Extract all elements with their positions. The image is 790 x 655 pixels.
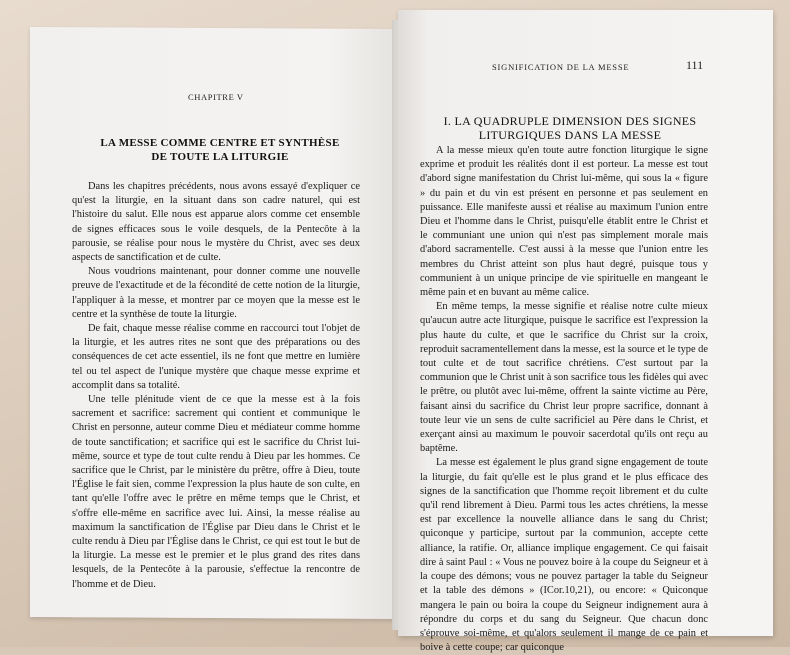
section-title-line1: I. LA QUADRUPLE DIMENSION DES SIGNES bbox=[443, 114, 697, 128]
paragraph: Nous voudrions maintenant, pour donner comme une nouvelle preuve de l'exactitude et de la fécondité de cette notion de la liturgie, l'appliquer à la messe, et montrer par ce moyen que la messe est le centre et la synthèse de toute la liturgie. bbox=[72, 266, 360, 320]
paragraph: La messe est également le plus grand signe engagement de toute la liturgie, du fait qu'elle est le plus grand et le plus efficace des signes de la sanctification que l'homme reçoit librement et du culte qu'il rend librement à Dieu. Parmi tous les actes chrétiens, la messe est par excellence la nouvelle alliance dans le sang du Christ; quiconque y participe, surtout par la communion, accepte cette alliance, la ratifie. Or, alliance implique engagement. Ce qui faisait dire à saint Paul : « Vous ne pouvez boire à la coupe du Seigneur et à la coupe des démons; vous ne pouvez partager la table du Seigneur et la table des démons » (ICor.10,21), ou encore: « Quiconque mangera le pain ou boira la coupe du Seigneur indignement aura à répondre du corps et du sang du Seigneur. Que chacun donc s'éprouve soi-même, et qu'alors seulement il mange de ce pain et boive à cette coupe; car quiconque bbox=[420, 457, 708, 654]
section-title-line2: LITURGIQUES DANS LA MESSE bbox=[478, 128, 662, 142]
paragraph: A la messe mieux qu'en toute autre fonction liturgique le signe exprime et produit les réalités dont il est porteur. La messe est tout d'abord signe manifestation du Christ lui-même, qui sous la « figure » du pain et du vin est présent en personne et pas seulement en puissance. Elle manifeste aussi et réalise au maximum l'union entre Dieu et l'homme dans le Christ, puisqu'elle établit entre le Christ et le communiant une union qui n'est pas simplement morale mais d'abord sacramentelle. C'est aussi à la messe que l'union entre les membres du Christ atteint son plus haut degré, puisque tous y communient à un unique principe de vie spirituelle en mangeant le même pain et en buvant au même calice. bbox=[420, 145, 708, 299]
paragraph: De fait, chaque messe réalise comme en raccourci tout l'objet de la liturgie, et les autres rites ne sont que des préparations ou des conséquences de cet acte essentiel, ils ne font que mettre en lumière tel ou tel aspect de l'unique mystère que chaque messe exprime et accomplit dans sa totalité. bbox=[72, 323, 360, 391]
running-head: SIGNIFICATION DE LA MESSE bbox=[492, 62, 630, 72]
paragraph: Dans les chapitres précédents, nous avons essayé d'expliquer ce qu'est la liturgie, en la situant dans son cadre naturel, qui est l'histoire du salut. Elle nous est apparue alors comme cet ensemble de signes efficaces sous le voile desquels, de la Pentecôte à la parousie, se réalise pour nous le mystère du Christ, avec ses deux aspects de sanctification et de culte. bbox=[72, 181, 360, 264]
left-page-body bbox=[72, 180, 360, 592]
chapter-label: CHAPITRE V bbox=[188, 92, 244, 102]
paragraph: Une telle plénitude vient de ce que la messe est à la fois sacrement et sacrifice: sacrement qui contient et communique le Christ en personne, auteur comme Dieu et médiateur comme homme de toute sanctification; et sacrifice qui est le sacrifice du Christ lui-même, source et type de tout culte rendu à Dieu par les hommes. Ce sacrifice que le Christ, par le ministère du prêtre, offre à Dieu, toute l'Église le fait sien, comme l'expression la plus haute de son culte, en tant qu'elle l'offre avec le prêtre en même temps que le Christ, et s'offre elle-même en sacrifice avec lui. Ainsi, la messe réalise au maximum la sanctification de l'Église par Dieu dans le Christ et le culte rendu à Dieu par l'Église dans le Christ, ce qui est tout le but de la liturgie. La messe est le premier et le plus grand des rites dans lesquels, de la Pentecôte à la parousie, s'effectue la rencontre de l'homme et de Dieu. bbox=[72, 394, 360, 590]
page-number: 111 bbox=[686, 58, 704, 72]
chapter-title bbox=[90, 136, 350, 164]
chapter-title-line2: DE TOUTE LA LITURGIE bbox=[151, 151, 289, 163]
chapter-title-line1: LA MESSE COMME CENTRE ET SYNTHÈSE bbox=[100, 137, 340, 149]
right-page-body bbox=[420, 144, 708, 655]
section-title bbox=[430, 114, 710, 142]
paragraph: En même temps, la messe signifie et réalise notre culte mieux qu'aucun autre acte liturgique, puisque le sacrifice est l'expression la plus haute du culte, et que le sacrifice du Christ sur la croix, reproduit sacramentellement dans la messe, est la source et le type de tout culte et de tout sacrifice chrétiens. C'est surtout par la communion que le Christ unit à son sacrifice tous les fidèles qui avec le prêtre, ou plutôt avec lui-même, offrent la sainte victime au Père, faisant ainsi du sacrifice du Christ leur propre sacrifice, donnant à toute leur vie un sens de culte sacrificiel au Père dans le Christ, et exerçant ainsi au maximum le pouvoir sacerdotal qu'ils ont reçu au baptême. bbox=[420, 301, 708, 455]
